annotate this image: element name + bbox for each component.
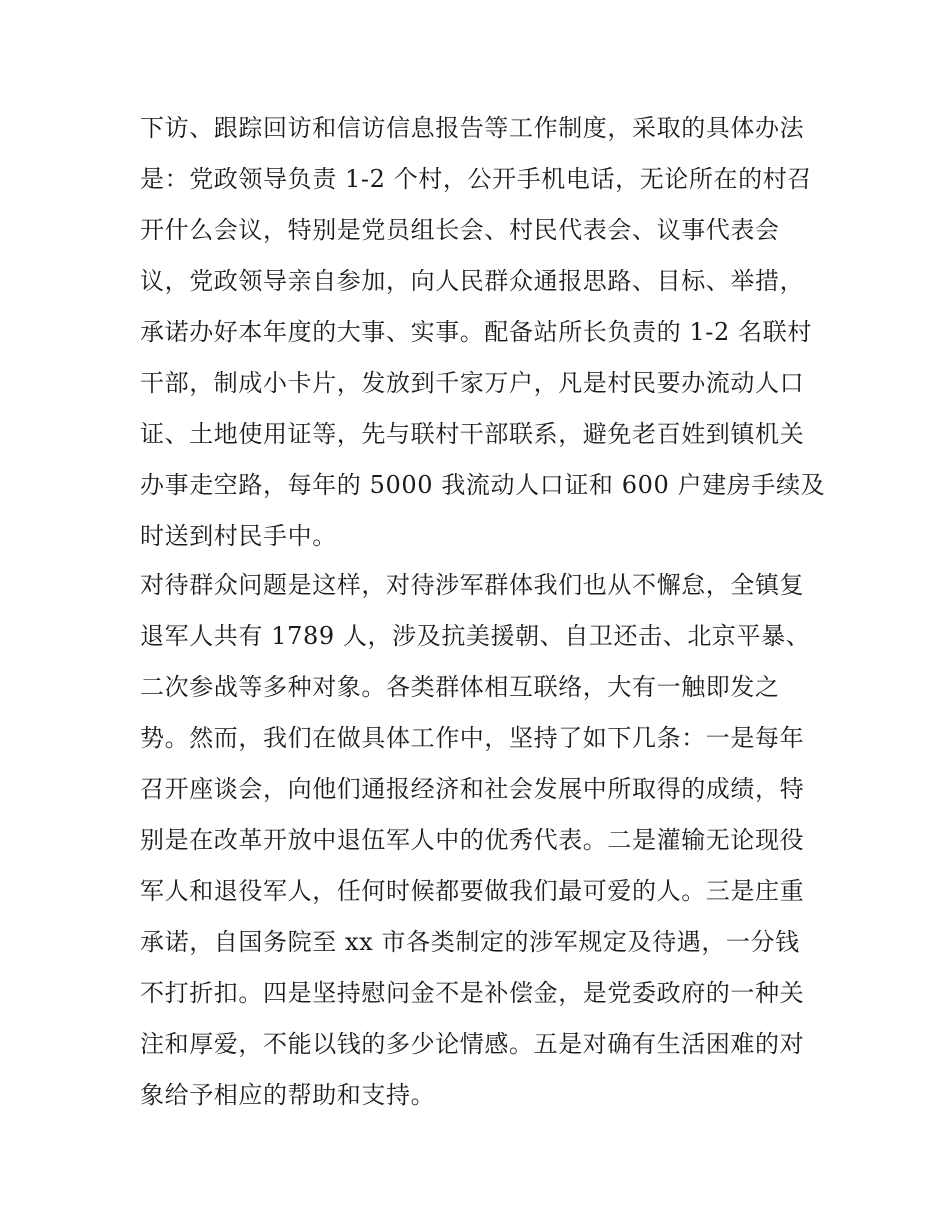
text-line: 时送到村民手中。 bbox=[140, 522, 337, 550]
text-line: 开什么会议，特别是党员组长会、村民代表会、议事代表会 bbox=[140, 216, 780, 244]
text-line: 承诺办好本年度的大事、实事。配备站所长负责的 1-2 名联村 bbox=[140, 318, 812, 346]
text-line: 象给予相应的帮助和支持。 bbox=[140, 1081, 436, 1109]
text-line: 是：党政领导负责 1-2 个村，公开手机电话，无论所在的村召 bbox=[140, 165, 812, 193]
text-line: 二次参战等多种对象。各类群体相互联络，大有一触即发之 bbox=[140, 673, 780, 701]
text-line: 注和厚爱，不能以钱的多少论情感。五是对确有生活困难的对 bbox=[140, 1030, 805, 1058]
text-line: 下访、跟踪回访和信访信息报告等工作制度，采取的具体办法 bbox=[140, 114, 805, 142]
text-line: 干部，制成小卡片，发放到千家万户，凡是村民要办流动人口 bbox=[140, 369, 805, 397]
text-line: 召开座谈会，向他们通报经济和社会发展中所取得的成绩，特 bbox=[140, 775, 805, 803]
text-line: 退军人共有 1789 人，涉及抗美援朝、自卫还击、北京平暴、 bbox=[140, 622, 811, 650]
paragraph-1 bbox=[140, 103, 826, 562]
text-line: 别是在改革开放中退伍军人中的优秀代表。二是灌输无论现役 bbox=[140, 826, 805, 854]
text-line: 不打折扣。四是坚持慰问金不是补偿金，是党委政府的一种关 bbox=[140, 979, 805, 1007]
text-line: 对待群众问题是这样，对待涉军群体我们也从不懈怠，全镇复 bbox=[140, 571, 805, 599]
text-line: 势。然而，我们在做具体工作中，坚持了如下几条：一是每年 bbox=[140, 724, 805, 752]
text-line: 办事走空路，每年的 5000 我流动人口证和 600 户建房手续及 bbox=[140, 471, 826, 499]
text-line: 证、土地使用证等，先与联村干部联系，避免老百姓到镇机关 bbox=[140, 420, 805, 448]
text-line: 军人和退役军人，任何时候都要做我们最可爱的人。三是庄重 bbox=[140, 877, 805, 905]
text-line: 承诺，自国务院至 xx 市各类制定的涉军规定及待遇，一分钱 bbox=[140, 928, 800, 956]
text-line: 议，党政领导亲自参加，向人民群众通报思路、目标、举措， bbox=[140, 267, 805, 295]
paragraph-2 bbox=[140, 560, 820, 1121]
